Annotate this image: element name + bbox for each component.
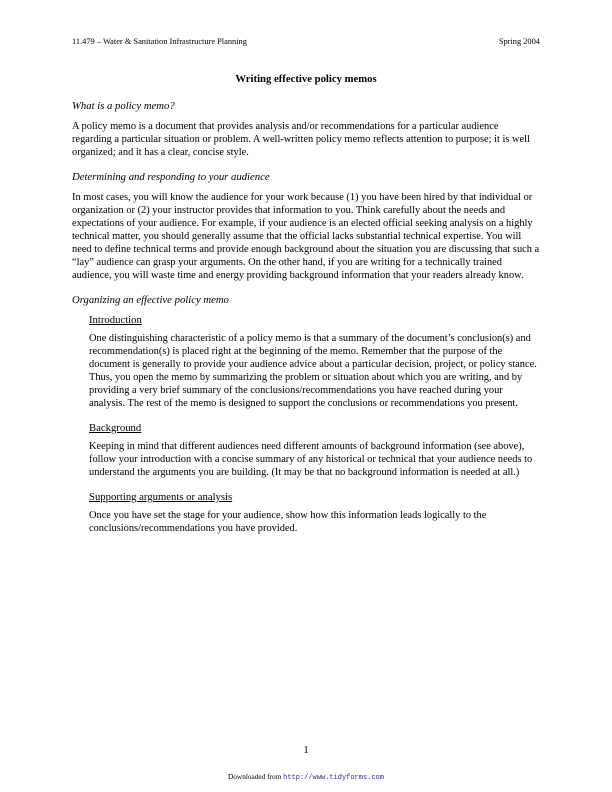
subsection-heading-supporting-arguments: Supporting arguments or analysis [89, 491, 233, 503]
page-footer [0, 772, 612, 783]
document-title: Writing effective policy memos [235, 73, 377, 85]
header-course-title: 11.479 – Water & Sanitation Infrastructure Planning [72, 37, 247, 46]
section-heading-what-is: What is a policy memo? [72, 100, 175, 112]
page-number: 1 [303, 744, 309, 756]
section-heading-audience: Determining and responding to your audience [72, 171, 270, 183]
section-paragraph-what-is: A policy memo is a document that provides analysis and/or recommendations for a particular audience regarding a particular situation or problem. A well-written policy memo reflects attention to purpose; it is well organized; and it has a clear, concise style. [72, 121, 530, 158]
section-paragraph-audience: In most cases, you will know the audience for your work because (1) you have been hired by that individual or organization or (2) your instructor provides that information to you. Think carefully about the needs and expectations of your audience. For example, if your audience is an elected official seeking analysis on a highly technical matter, you should generally assume that the official lacks substantial technical expertise. You will need to define technical terms and provide enough background about the situation you are discussing that such a “lay” audience can grasp your arguments. On the other hand, if you are writing for a technically trained audience, you will waste time and energy providing background information that your readers already know. [72, 192, 540, 281]
subsection-heading-introduction: Introduction [89, 314, 142, 326]
footer-url-link[interactable]: http://www.tidyforms.com [283, 774, 384, 782]
subsection-heading-background: Background [89, 422, 142, 434]
document-body [72, 73, 540, 547]
section-heading-organizing: Organizing an effective policy memo [72, 294, 229, 306]
header-term: Spring 2004 [498, 37, 540, 46]
subsection-paragraph-introduction: One distinguishing characteristic of a policy memo is that a summary of the document’s conclusion(s) and recommendation(s) is placed right at the beginning of the memo. Remember that the purpose of the document is generally to provide your audience advice about a particular decision, project, or policy stance. Thus, you open the memo by summarizing the problem or situation about which you are writing, and by providing a very brief summary of the conclusions/recommendations you have reached during your analysis. The rest of the memo is designed to support the conclusions or recommendations you present. [89, 333, 537, 409]
page-header [72, 37, 540, 47]
subsection-paragraph-background: Keeping in mind that different audiences need different amounts of background information (see above), follow your introduction with a concise summary of any historical or technical that your audience needs to understand the arguments you are building. (It may be that no background information is needed at all.) [89, 441, 533, 478]
footer-prefix: Downloaded from [228, 772, 282, 781]
subsection-introduction [89, 314, 540, 410]
subsection-background [89, 422, 540, 479]
subsection-paragraph-supporting-arguments: Once you have set the stage for your audience, show how this information leads logically to the conclusions/recommendations you have provided. [89, 510, 487, 534]
subsection-supporting-arguments [89, 491, 540, 535]
